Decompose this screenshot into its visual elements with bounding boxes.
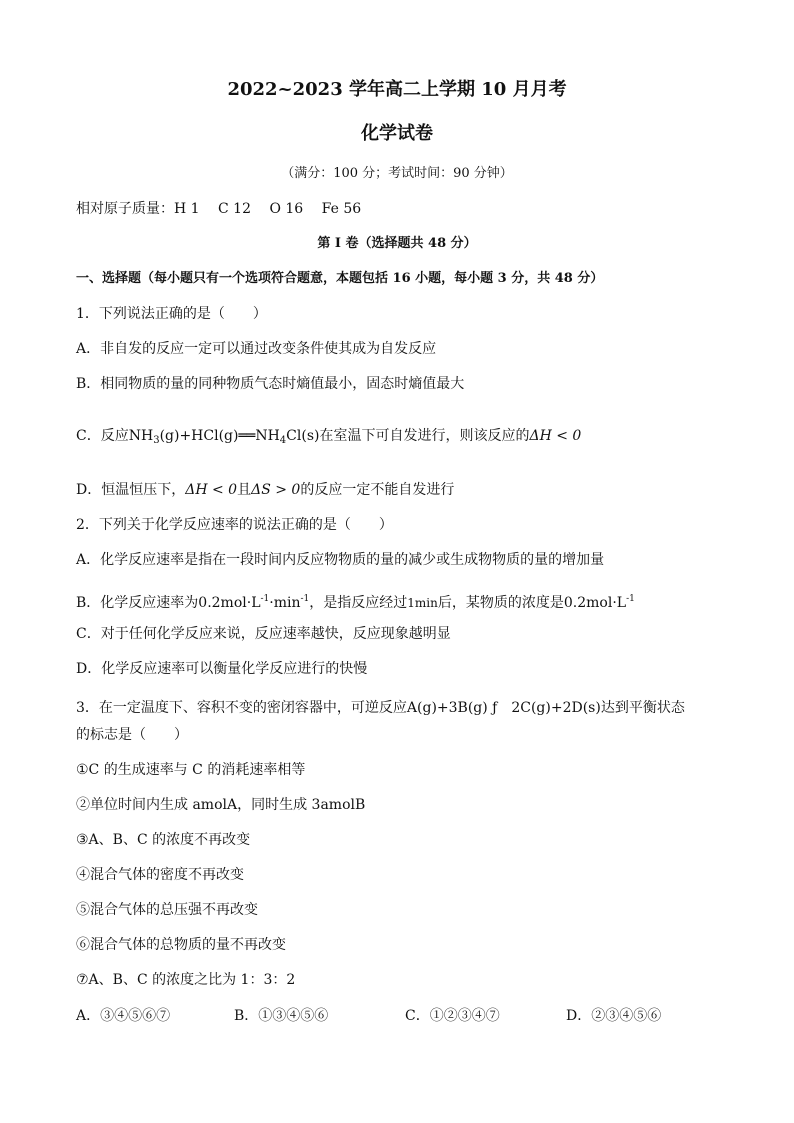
exam-info: （满分：100 分；考试时间：90 分钟） — [281, 166, 513, 181]
q1-d-suffix: 的反应一定不能自发进行 — [300, 482, 455, 498]
q1-c-equals: ══ — [238, 428, 256, 444]
atomic-masses: 相对原子质量：H 1 C 12 O 16 Fe 56 — [76, 201, 362, 217]
q1-option-a: A．非自发的反应一定可以通过改变条件使其成为自发反应 — [76, 341, 437, 357]
q1-d-dh: ΔH < 0 — [185, 482, 238, 498]
q1-d-prefix: D．恒温恒压下， — [76, 482, 186, 498]
q3-item: ④混合气体的密度不再改变 — [76, 867, 244, 883]
q3-item: ⑥混合气体的总物质的量不再改变 — [76, 937, 286, 953]
q1-d-ds: ΔS > 0 — [251, 482, 301, 498]
q2-b-val1: 0.2mol·L — [198, 595, 261, 611]
q3-stem-line2: 的标志是（ ） — [76, 727, 188, 743]
q3-option-c: C．①②③④⑦ — [405, 1008, 500, 1024]
q3-option-d: D．②③④⑤⑥ — [566, 1008, 662, 1024]
q3-item: ①C 的生成速率与 C 的消耗速率相等 — [76, 762, 306, 778]
exam-title: 2022~2023 学年高二上学期 10 月月考 — [227, 79, 567, 100]
q3-option-a: A．③④⑤⑥⑦ — [76, 1008, 171, 1024]
part-one-heading: 一、选择题（每小题只有一个选项符合题意，本题包括 16 小题，每小题 3 分，共 48 分） — [76, 271, 604, 286]
q1-c-nh3: NH — [128, 428, 154, 444]
q3-item: ⑦A、B、C 的浓度之比为 1：3：2 — [76, 972, 296, 988]
q1-c-sub4: 4 — [279, 435, 287, 446]
q2-b-val2: 0.2mol·L — [563, 595, 627, 611]
q3-stem-prefix: 3．在一定温度下、容积不变的密闭容器中，可逆反应 — [76, 700, 407, 716]
q3-stem — [76, 698, 734, 718]
q1-d-mid: 且 — [237, 482, 252, 498]
q3-option-b: B．①③④⑤⑥ — [234, 1008, 329, 1024]
q3-item: ③A、B、C 的浓度不再改变 — [76, 832, 251, 848]
q2-option-a: A．化学反应速率是指在一段时间内反应物物质的量的减少或生成物物质的量的增加量 — [76, 552, 605, 568]
q1-stem: 1．下列说法正确的是（ ） — [76, 306, 267, 322]
q1-c-sub3: 3 — [153, 435, 160, 446]
q2-b-mid: ，是指反应经过 — [309, 595, 408, 611]
q2-option-c: C．对于任何化学反应来说，反应速率越快，反应现象越明显 — [76, 626, 451, 642]
q1-c-prefix: C．反应 — [76, 428, 129, 444]
q2-b-exp2: -1 — [300, 594, 310, 604]
q3-item: ⑤混合气体的总压强不再改变 — [76, 902, 258, 918]
q1-c-gases: (g)+HCl(g) — [159, 428, 239, 444]
q3-stem-suffix: 达到平衡状态 — [600, 700, 685, 716]
q2-b-time: 1min — [407, 596, 438, 610]
q3-item: ②单位时间内生成 amolA，同时生成 3amolB — [76, 797, 366, 813]
q1-option-b: B．相同物质的量的同种物质气态时熵值最小，固态时熵值最大 — [76, 376, 465, 392]
q2-b-exp3: -1 — [626, 594, 635, 604]
q2-b-prefix: B．化学反应速率为 — [76, 595, 199, 611]
q2-option-b — [76, 589, 734, 613]
q2-stem: 2．下列关于化学反应速率的说法正确的是（ ） — [76, 517, 393, 533]
q1-c-cl: Cl(s) — [286, 428, 320, 444]
q2-b-min: ·min — [269, 595, 301, 611]
q3-options — [76, 1006, 734, 1026]
q1-c-suffix: 在室温下可自发进行，则该反应的 — [319, 428, 530, 444]
q3-reaction: A(g)+3B(g) ƒ 2C(g)+2D(s) — [406, 700, 601, 716]
q2-b-exp1: -1 — [260, 594, 270, 604]
q1-option-d — [76, 480, 734, 500]
q1-c-dh: ΔH < 0 — [529, 428, 582, 444]
q1-option-c — [76, 426, 734, 451]
subject-title: 化学试卷 — [361, 123, 433, 144]
q2-b-mid2: 后，某物质的浓度是 — [437, 595, 564, 611]
q2-option-d: D．化学反应速率可以衡量化学反应进行的快慢 — [76, 661, 368, 677]
q1-c-nh4: NH — [255, 428, 280, 444]
section-title: 第 I 卷（选择题共 48 分） — [317, 236, 477, 251]
